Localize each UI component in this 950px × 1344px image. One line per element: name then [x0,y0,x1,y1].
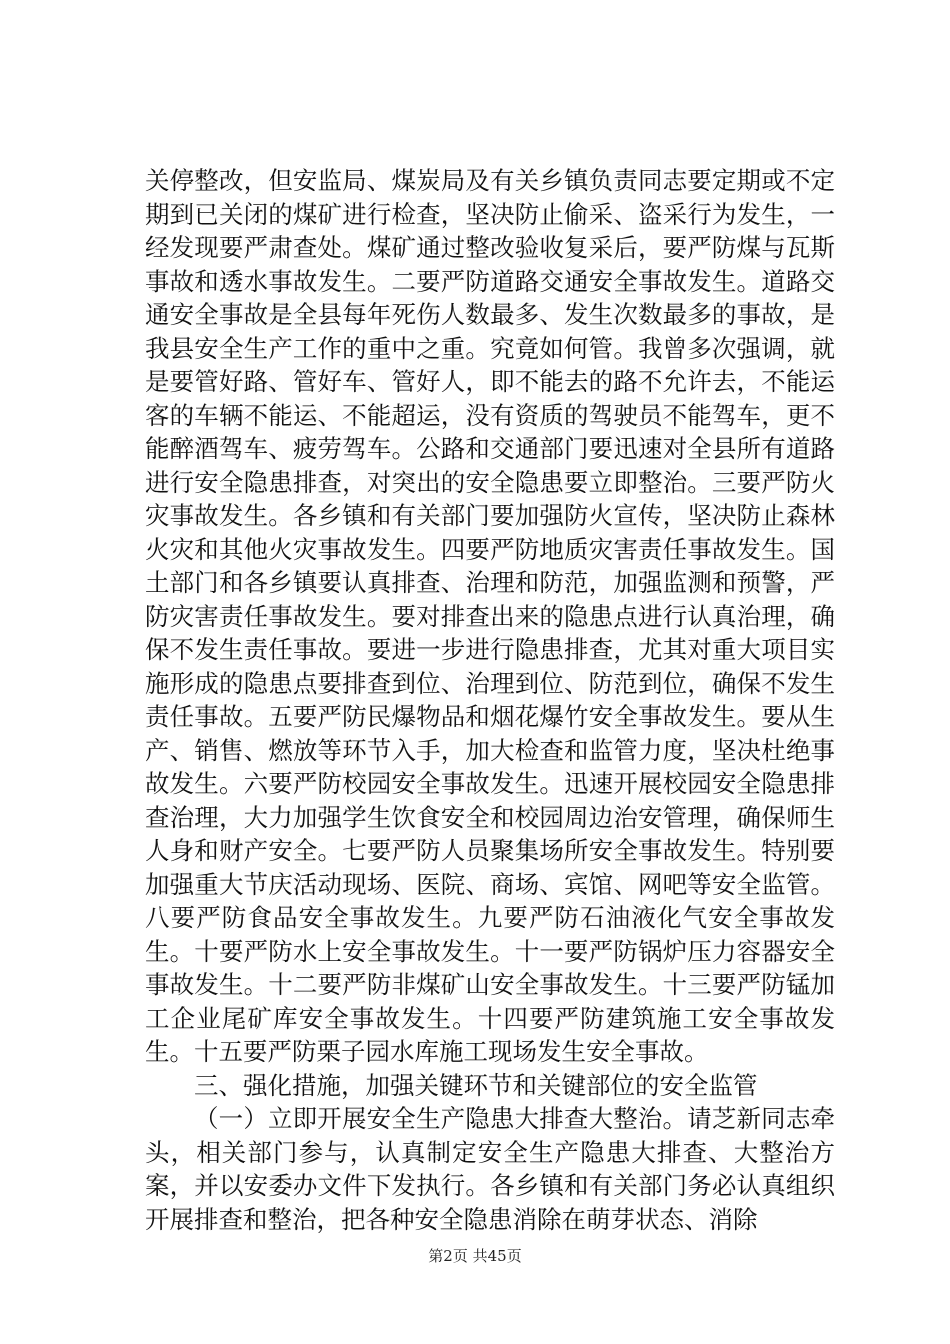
paragraph-continuation: 关停整改，但安监局、煤炭局及有关乡镇负责同志要定期或不定期到已关闭的煤矿进行检查，坚决防止偷采、盗采行为发生，一经发现要严肃查处。煤矿通过整改验收复采后，要严防煤与瓦斯事故和透水事故发生。二要严防道路交通安全事故发生。道路交通安全事故是全县每年死伤人数最多、发生次数最多的事故，是我县安全生产工作的重中之重。究竟如何管。我曾多次强调，就是要管好路、管好车、管好人，即不能去的路不允许去，不能运客的车辆不能运、不能超运，没有资质的驾驶员不能驾车，更不能醉酒驾车、疲劳驾车。公路和交通部门要迅速对全县所有道路进行安全隐患排查，对突出的安全隐患要立即整治。三要严防火灾事故发生。各乡镇和有关部门要加强防火宣传，坚决防止森林火灾和其他火灾事故发生。四要严防地质灾害责任事故发生。国土部门和各乡镇要认真排查、治理和防范，加强监测和预警，严防灾害责任事故发生。要对排查出来的隐患点进行认真治理，确保不发生责任事故。要进一步进行隐患排查，尤其对重大项目实施形成的隐患点要排查到位、治理到位、防范到位，确保不发生责任事故。五要严防民爆物品和烟花爆竹安全事故发生。要从生产、销售、燃放等环节入手，加大检查和监管力度，坚决杜绝事故发生。六要严防校园安全事故发生。迅速开展校园安全隐患排查治理，大力加强学生饮食安全和校园周边治安管理，确保师生人身和财产安全。七要严防人员聚集场所安全事故发生。特别要加强重大节庆活动现场、医院、商场、宾馆、网吧等安全监管。八要严防食品安全事故发生。九要严防石油液化气安全事故发生。十要严防水上安全事故发生。十一要严防锅炉压力容器安全事故发生。十二要严防非煤矿山安全事故发生。十三要严防锰加工企业尾矿库安全事故发生。十四要严防建筑施工安全事故发生。十五要严防栗子园水库施工现场发生安全事故。 [145,166,835,1066]
section-heading: 三、强化措施，加强关键环节和关键部位的安全监管 [194,1070,758,1100]
page-footer: 第2页 共45页 [428,1247,522,1265]
paragraph-item-one: （一）立即开展安全生产隐患大排查大整治。请芝新同志牵头，相关部门参与，认真制定安全生产隐患大排查、大整治方案，并以安委办文件下发执行。各乡镇和有关部门务必认真组织开展排查和整治，把各种安全隐患消除在萌芽状态、消除 [145,1104,835,1234]
document-body [145,164,835,1236]
